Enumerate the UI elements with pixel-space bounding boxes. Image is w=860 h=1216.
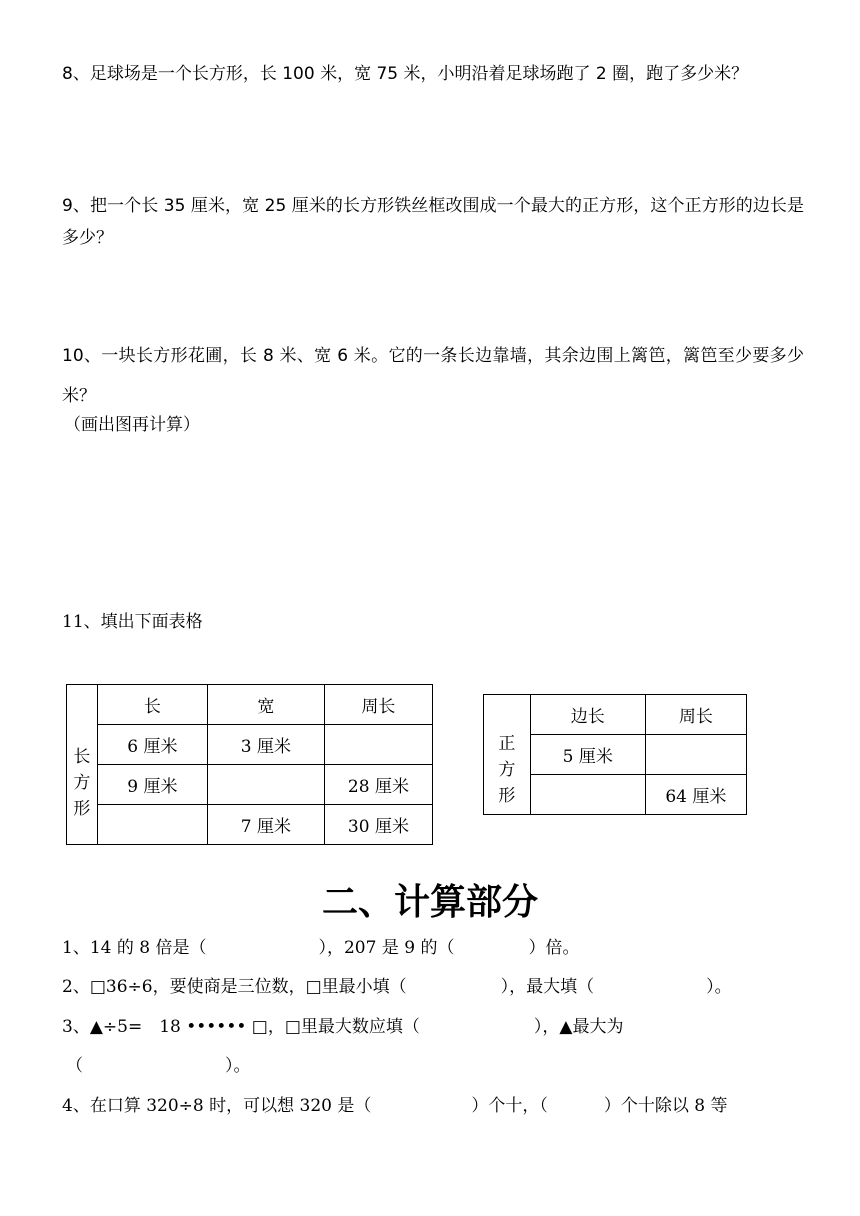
table-row	[67, 765, 433, 805]
table-cell: 5 厘米	[530, 735, 645, 775]
answer-cell[interactable]	[645, 735, 746, 775]
problem-9: 9、把一个长 35 厘米，宽 25 厘米的长方形铁丝框改围成一个最大的正方形，这个正方形的边长是多少？	[62, 196, 804, 248]
table-row	[67, 725, 433, 765]
answer-cell[interactable]	[530, 775, 645, 815]
problem-10: 10、一块长方形花圃，长 8 米、宽 6 米。它的一条长边靠墙，其余边围上篱笆，篱笆至少要多少米？	[62, 346, 804, 406]
rectangle-table	[66, 684, 433, 845]
calc-question-3-continued: （ ）。	[66, 1056, 251, 1076]
calc-question-3: 3、▲÷5= 18 •••••• □，□里最大数应填（ ），▲最大为	[62, 1017, 624, 1037]
square-table	[483, 694, 747, 815]
calc-question-1: 1、14 的 8 倍是（ ），207 是 9 的（ ）倍。	[62, 938, 580, 958]
table-cell: 30 厘米	[324, 805, 432, 845]
table-cell: 9 厘米	[97, 765, 207, 805]
problem-11: 11、填出下面表格	[62, 612, 203, 632]
rectangle-row-header: 长 方 形	[67, 685, 98, 845]
calc-question-2: 2、□36÷6，要使商是三位数，□里最小填（ ），最大填（ ）。	[62, 977, 732, 997]
problem-10-note: （画出图再计算）	[64, 415, 200, 435]
column-header-perimeter: 周长	[645, 695, 746, 735]
column-header-perimeter: 周长	[324, 685, 432, 725]
problem-8: 8、足球场是一个长方形，长 100 米，宽 75 米，小明沿着足球场跑了 2 圈，跑了多少米？	[62, 64, 749, 84]
table-cell: 6 厘米	[97, 725, 207, 765]
table-cell: 3 厘米	[207, 725, 324, 765]
column-header-side: 边长	[530, 695, 645, 735]
square-row-header: 正 方 形	[484, 695, 531, 815]
section-title: 二、计算部分	[321, 882, 538, 923]
table-cell: 7 厘米	[207, 805, 324, 845]
column-header-length: 长	[97, 685, 207, 725]
calc-question-4: 4、在口算 320÷8 时，可以想 320 是（ ）个十，（ ）个十除以 8 等	[62, 1096, 728, 1116]
table-cell: 28 厘米	[324, 765, 432, 805]
answer-cell[interactable]	[97, 805, 207, 845]
table-cell: 64 厘米	[645, 775, 746, 815]
answer-cell[interactable]	[324, 725, 432, 765]
column-header-width: 宽	[207, 685, 324, 725]
answer-cell[interactable]	[207, 765, 324, 805]
table-row	[67, 805, 433, 845]
